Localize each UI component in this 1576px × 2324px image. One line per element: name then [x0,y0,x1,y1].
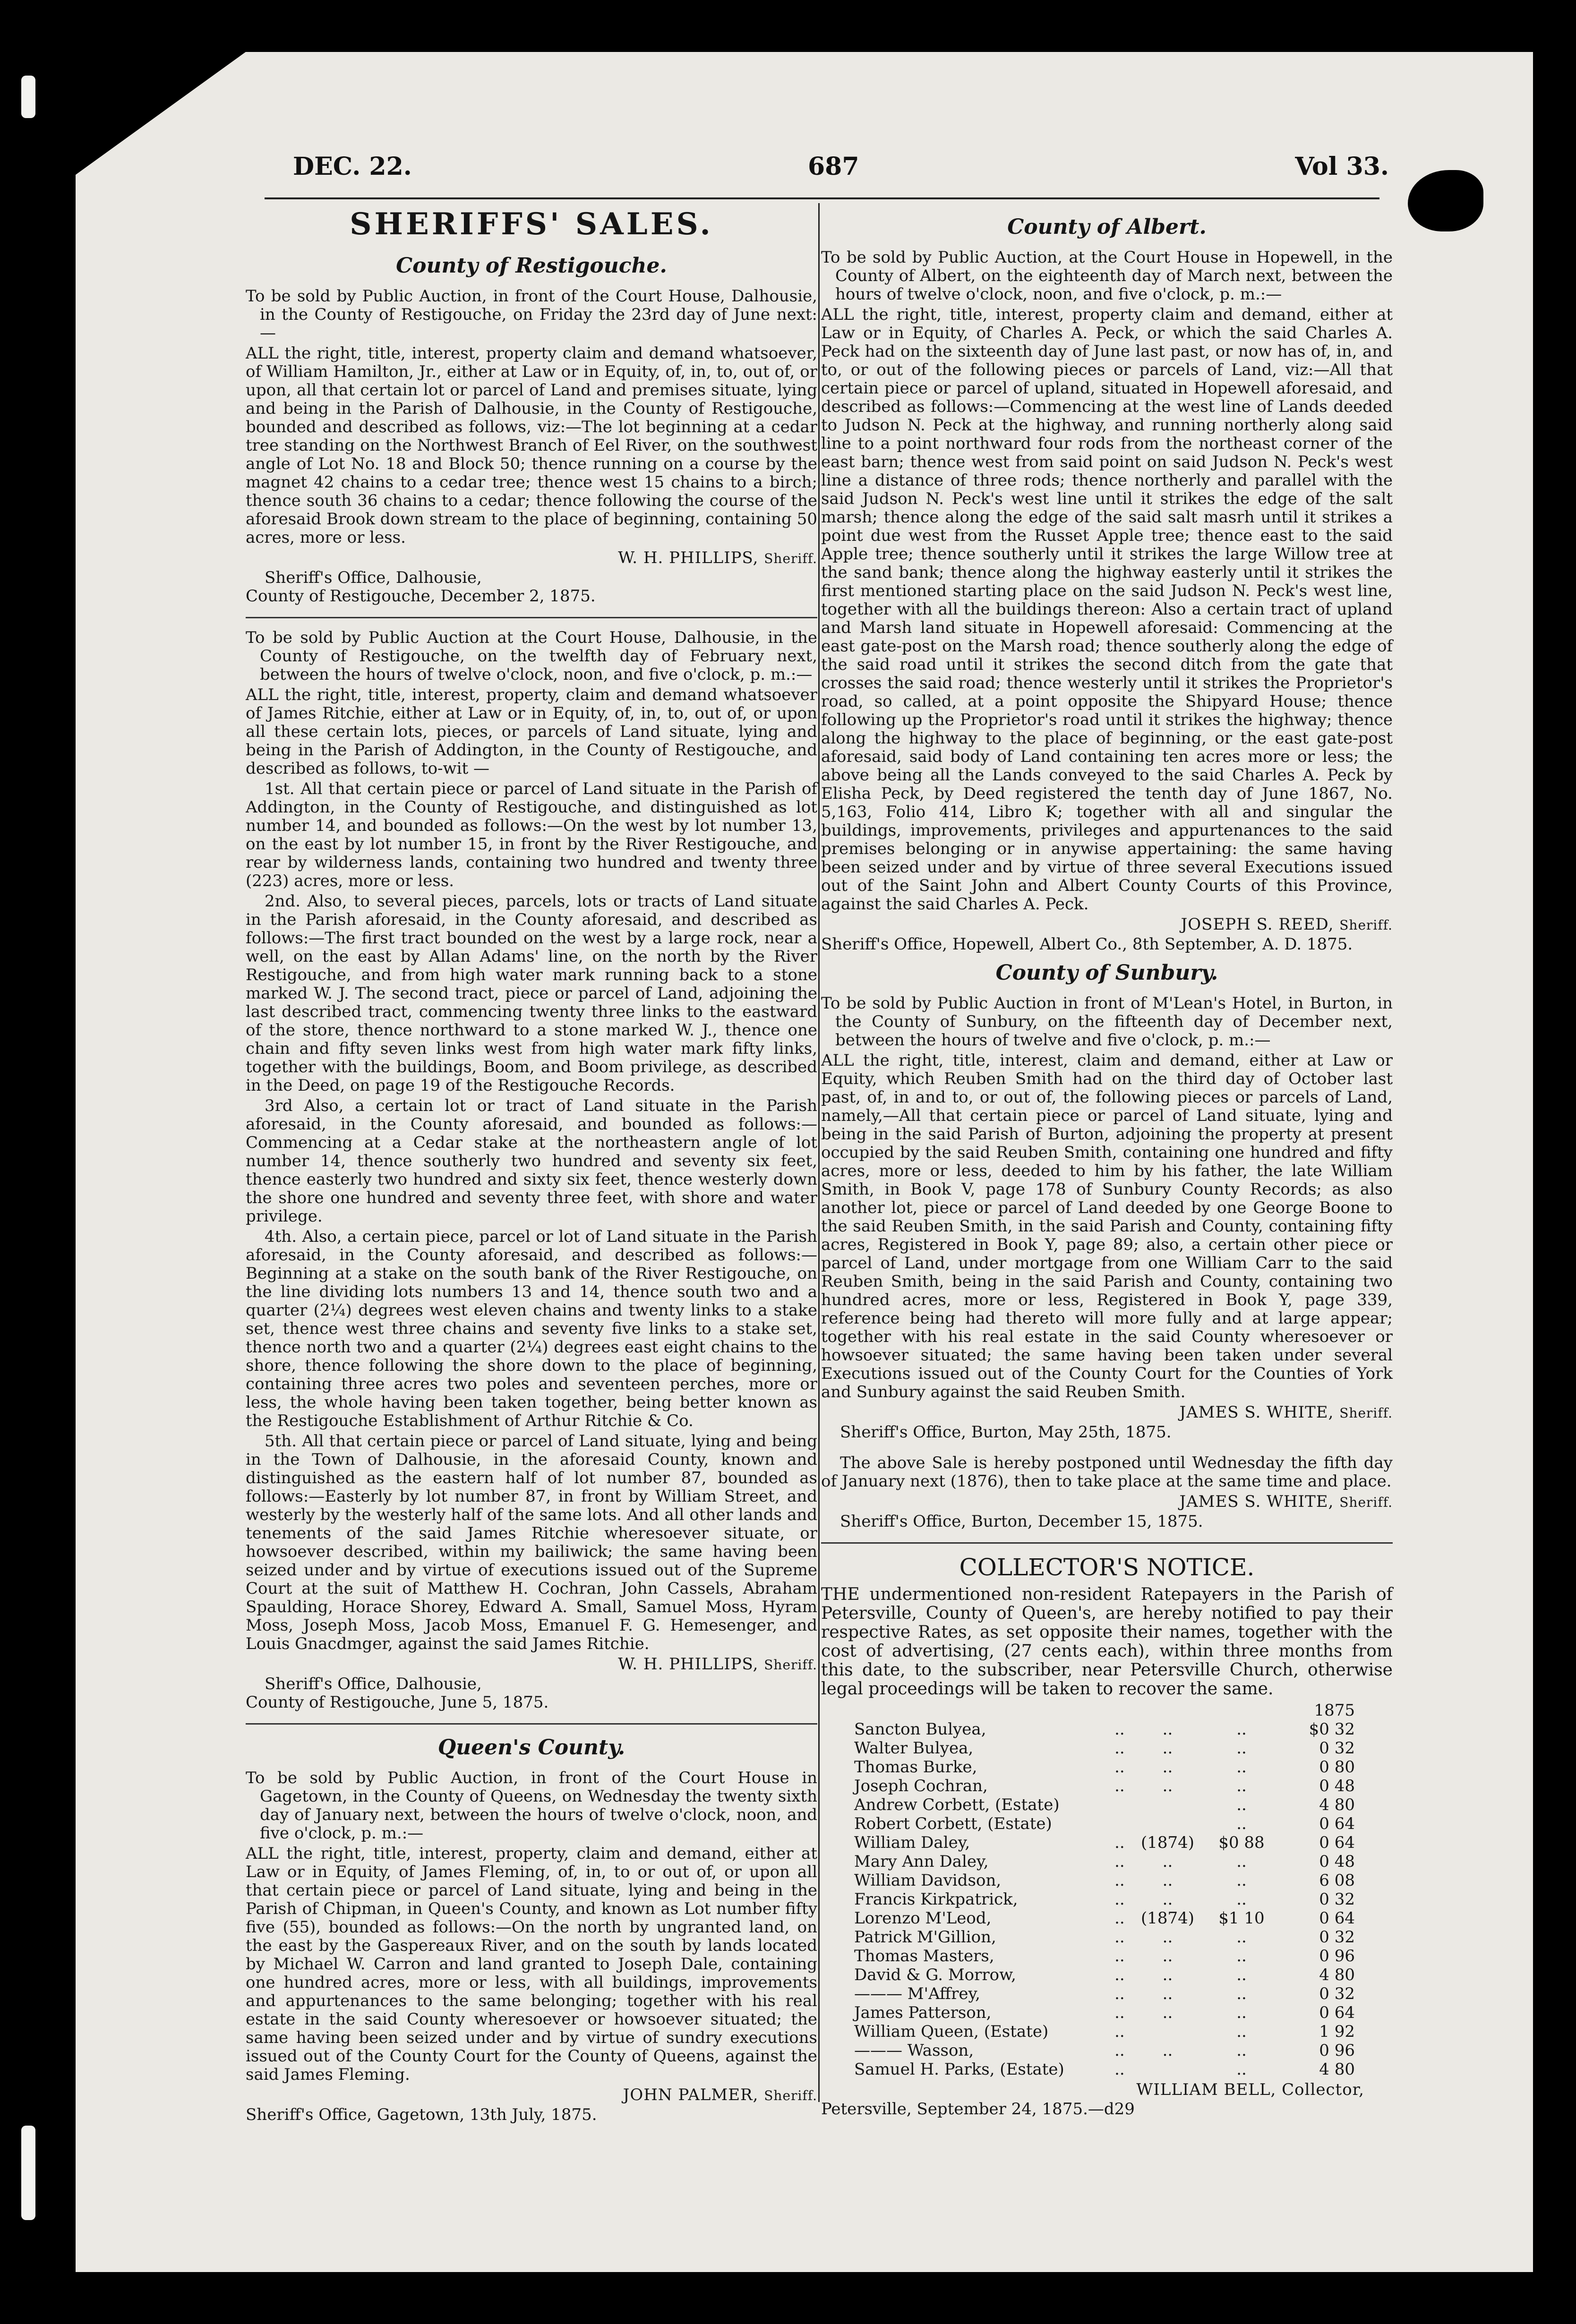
ratepayer-name: William Davidson, [854,1871,1002,1890]
ratepayer-arrears: $1 10 [1218,1909,1265,1928]
ratepayer-dots: .. [1114,1947,1125,1965]
ratepayer-prior-year: .. [1162,1777,1173,1795]
sale2-p1: 1st. All that certain piece or parcel of Land situate in the Parish of Addington, in the County of Restigouche, and distinguished as lot number 14, and bounded as follows:—On the west by lot number 13, on the east by lot number 15, in front by the River Restigouche, and rear by wilderness lands, containing two hundred and twenty three (223) acres, more or less. [246,779,817,890]
ratepayer-name: Joseph Cochran, [854,1777,988,1795]
ratepayer-arrears: .. [1236,1852,1247,1871]
ratepayer-row [854,1984,1355,2003]
ratepayer-row [854,1833,1355,1852]
ratepayer-arrears: $0 88 [1218,1833,1265,1852]
sale1-date: County of Restigouche, December 2, 1875. [246,587,596,606]
ratepayer-arrears: .. [1236,2022,1247,2041]
ratepayer-row [854,1909,1355,1928]
ratepayer-row [854,1720,1355,1739]
ratepayer-name: Thomas Masters, [854,1947,994,1965]
ratepayer-arrears: .. [1236,1890,1247,1909]
sale5-office: Sheriff's Office, Burton, May 25th, 1875. [840,1423,1172,1442]
sale3-body: ALL the right, title, interest, property, claim and demand, either at Law or in Equity, of James Fleming, of, in, to or out of, or upon all that certain piece or parcel of Land situate, lying and being in the Parish of Chipman, in Queen's County, and known as Lot number fifty five (55), bounded as follows:—On the north by ungranted land, on the east by the Gaspereaux River, and on the south by lands located by Michael W. Carron and land granted to Joseph Dale, containing one hundred acres, more or less, with all buildings, improvements and appurtenances to the same belonging; together with his real estate in the said County wheresoever or howsoever situated; the same having been seized under and by virtue of sundry executions issued out of the County Court for the County of Queens, against the said James Fleming. [246,1844,817,2084]
sale5-body: ALL the right, title, interest, claim and demand, either at Law or Equity, which Reuben Smith had on the third day of October last past, of, in and to, or out of, the following pieces or parcels of Land, namely,—All that certain piece or parcel of Land situate, lying and being in the said Parish of Burton, adjoining the property at present occupied by the said Reuben Smith, containing one hundred and fifty acres, more or less, deeded to him by his father, the late William Smith, in Book V, page 178 of Sunbury County Records; as also another lot, piece or parcel of Land deeded by one George Boone to the said Reuben Smith, in the said Parish and County, containing fifty acres, Registered in Book Y, page 89; also, a certain other piece or parcel of Land, under mortgage from one William Carr to the said Reuben Smith, being in the said Parish and County, containing two hundred acres, more or less, Registered in Book Y, page 339, reference being had thereto will more fully and at large appear; together with his real estate in the said County wheresoever or howsoever situated; the same having been taken under several Executions issued out of the County Court for the Counties of York and Sunbury against the said Reuben Smith. [821,1051,1393,1401]
ratepayer-dots: .. [1114,1852,1125,1871]
ratepayer-prior-year [1141,2060,1194,2079]
ratepayer-prior-year: (1874) [1140,1909,1194,1928]
header-rule [265,197,1379,199]
ratepayer-prior-year: .. [1162,1928,1173,1947]
collector-date: Petersville, September 24, 1875.—d29 [821,2100,1135,2119]
ratepayer-name: Samuel H. Parks, (Estate) [854,2060,1064,2079]
ratepayer-prior-year: .. [1162,1984,1173,2003]
ratepayer-row [854,1758,1355,1777]
ratepayer-arrears: .. [1236,1947,1247,1965]
issue-date: DEC. 22. [293,152,412,181]
ratepayer-arrears: .. [1236,1777,1247,1795]
ratepayer-rate: 0 48 [1319,1852,1355,1871]
ratepayer-dots: .. [1114,2060,1125,2079]
sale2-p4: 4th. Also, a certain piece, parcel or lot of Land situate in the Parish aforesaid, in the County aforesaid, and described as follows:—Beginning at a stake on the south bank of the River Restigouche, on the line dividing lots numbers 13 and 14, thence south two and a quarter (2¼) degrees west eleven chains and twenty links to a stake set, thence west three chains and seventy five links to a stake set, thence north two and a quarter (2¼) degrees east eight chains to the shore, thence following the shore down to the place of beginning, containing three acres two poles and seventeen perches, more or less, the whole having been taken together, being better known as the Restigouche Establishment of Arthur Ritchie & Co. [246,1227,817,1430]
sale2-body: ALL the right, title, interest, property, claim and demand whatsoever of James Ritchie, either at Law or in Equity, of, in, to, out of, or upon all these certain lots, pieces, or parcels of Land situate, lying and being in the Parish of Addington, in the County of Restigouche, and described as follows, to-wit — [246,685,817,778]
separator [821,1542,1393,1544]
ratepayer-prior-year: .. [1162,1720,1173,1739]
sale4-lead: To be sold by Public Auction, at the Court House in Hopewell, in the County of Albert, on the eighteenth day of March next, between the hours of twelve o'clock, noon, and five o'clock, p. m.:— [821,248,1393,304]
ratepayer-row [854,1965,1355,1984]
ratepayer-row [854,2022,1355,2041]
ratepayer-prior-year [1141,1814,1194,1833]
separator [246,1723,817,1725]
sale2-office: Sheriff's Office, Dalhousie, [265,1675,482,1693]
ratepayer-rate: $0 32 [1309,1720,1355,1739]
ratepayer-rate: 0 32 [1319,1890,1355,1909]
sale4-signature: JOSEPH S. REED, Sheriff. [1181,915,1393,934]
ratepayer-name: Lorenzo M'Leod, [854,1909,992,1928]
ratepayer-rows [854,1720,1355,2079]
sale5-postponement: The above Sale is hereby postponed until Wednesday the fifth day of January next (1876), then to take place at the same time and place. [821,1453,1393,1491]
ratepayer-dots: .. [1114,1984,1125,2003]
ratepayer-rate: 0 64 [1319,2003,1355,2022]
queens-heading: Queen's County. [437,1735,625,1760]
collector-signature: WILLIAM BELL, Collector, [1136,2080,1364,2099]
ratepayer-prior-year: .. [1162,1965,1173,1984]
ratepayer-rate: 0 64 [1319,1909,1355,1928]
ratepayer-table [854,1720,1355,2079]
collector-heading: COLLECTOR'S NOTICE. [959,1554,1255,1581]
ratepayer-row [854,1871,1355,1890]
ratepayer-name: ——— M'Affrey, [854,1984,980,2003]
sale1-office: Sheriff's Office, Dalhousie, [265,568,482,587]
ratepayer-rate: 0 32 [1319,1984,1355,2003]
ratepayer-row [854,1947,1355,1965]
ratepayer-rate: 4 80 [1319,1965,1355,1984]
ratepayer-prior-year: .. [1162,1871,1173,1890]
sale3-lead: To be sold by Public Auction, in front of the Court House in Gagetown, in the County of Queens, on Wednesday the twenty sixth day of January next, between the hours of twelve o'clock, noon, and five o'clock, p. m.:— [246,1769,817,1843]
ratepayer-rate: 0 96 [1319,1947,1355,1965]
ratepayer-dots: .. [1114,1871,1125,1890]
ratepayer-dots: .. [1114,2041,1125,2060]
ratepayer-row [854,2041,1355,2060]
ratepayer-prior-year: (1874) [1140,1833,1194,1852]
sale5-signature: JAMES S. WHITE, Sheriff. [1179,1403,1393,1422]
ratepayer-prior-year: .. [1162,1852,1173,1871]
ratepayer-row [854,1814,1355,1833]
volume-number: Vol 33. [1295,152,1389,181]
ratepayer-prior-year: .. [1162,1947,1173,1965]
ratepayer-dots: .. [1114,2003,1125,2022]
ratepayer-name: Mary Ann Daley, [854,1852,989,1871]
sale5-office2: Sheriff's Office, Burton, December 15, 1875. [840,1512,1203,1531]
ratepayer-dots: .. [1114,1758,1125,1777]
ratepayer-dots: .. [1114,1965,1125,1984]
ratepayer-dots: .. [1114,1777,1125,1795]
page-header [265,152,1389,185]
ratepayer-rate: 0 80 [1319,1758,1355,1777]
right-column [821,208,1393,2119]
ratepayer-dots: .. [1114,1909,1125,1928]
sunbury-heading: County of Sunbury. [995,961,1218,985]
sale5-lead: To be sold by Public Auction in front of M'Lean's Hotel, in Burton, in the County of Sunbury, on the fifteenth day of December next, between the hours of twelve and five o'clock, p. m.:— [821,994,1393,1050]
rate-year: 1875 [1314,1701,1355,1720]
sale1-lead: To be sold by Public Auction, in front of the Court House, Dalhousie, in the County of Restigouche, on Friday the 23rd day of June next:— [246,287,817,342]
ratepayer-dots: .. [1114,1833,1125,1852]
ratepayer-name: ——— Wasson, [854,2041,974,2060]
ratepayer-row [854,1777,1355,1795]
ratepayer-arrears: .. [1236,1739,1247,1758]
ratepayer-name: Robert Corbett, (Estate) [854,1814,1052,1833]
collector-intro: THE undermentioned non-resident Ratepayers in the Parish of Petersville, County of Queen's, are hereby notified to pay their respective Rates, as set opposite their names, together with the cost of advertising, (27 cents each), within three months from this date, to the subscriber, near Petersville Church, otherwise legal proceedings will be taken to recover the same. [821,1585,1393,1699]
sale2-p5: 5th. All that certain piece or parcel of Land situate, lying and being in the Town of Dalhousie, in the aforesaid County, known and distinguished as the eastern half of lot number 87, bounded as follows:—Easterly by lot number 87, in front by William Street, and westerly by the westerly half of the same lots. And all other lands and tenements of the said James Ritchie wheresoever situate, or howsoever described, within my bailiwick; the same having been seized under and by virtue of executions issued out of the Supreme Court at the suit of Matthew H. Cochran, John Cassels, Abraham Spaulding, Horace Shorey, Edward A. Small, Samuel Moss, Hyram Moss, Joseph Moss, Jacob Moss, Emanuel F. G. Hemesenger, and Louis Gnacdmger, against the said James Ritchie. [246,1432,817,1653]
ratepayer-arrears: .. [1236,1984,1247,2003]
ratepayer-name: David & G. Morrow, [854,1965,1016,1984]
ratepayer-dots: .. [1114,2022,1125,2041]
ratepayer-arrears: .. [1236,1720,1247,1739]
ratepayer-arrears: .. [1236,1965,1247,1984]
ratepayer-name: Francis Kirkpatrick, [854,1890,1018,1909]
ratepayer-row [854,1928,1355,1947]
ratepayer-name: James Patterson, [854,2003,992,2022]
ratepayer-arrears: .. [1236,1871,1247,1890]
ratepayer-rate: 1 92 [1319,2022,1355,2041]
ratepayer-dots [1098,1814,1141,1833]
ratepayer-rate: 0 64 [1319,1833,1355,1852]
ratepayer-arrears: .. [1236,1758,1247,1777]
albert-heading: County of Albert. [1007,215,1207,239]
sale2-p3: 3rd Also, a certain lot or tract of Land situate in the Parish aforesaid, in the County aforesaid, and bounded as follows:—Commencing at a Cedar stake at the northeastern angle of lot number 14, thence southerly two hundred and seventy six feet, thence easterly two hundred and sixty six feet, thence westerly down the shore one hundred and seventy three feet, with shore and water privilege. [246,1096,817,1226]
ratepayer-arrears: .. [1236,1928,1247,1947]
ratepayer-prior-year: .. [1162,2041,1173,2060]
ratepayer-name: Andrew Corbett, (Estate) [854,1795,1060,1814]
ratepayer-rate: 6 08 [1319,1871,1355,1890]
ratepayer-prior-year: .. [1162,1739,1173,1758]
sale3-signature: JOHN PALMER, Sheriff. [623,2085,817,2104]
sale2-p2: 2nd. Also, to several pieces, parcels, lots or tracts of Land situate in the Parish aforesaid, in the County aforesaid, and described as follows:—The first tract bounded on the west by a large rock, near a well, on the east by Allan Adams' line, on the north by the River Restigouche, and from high water mark running back to a stone marked W. J. The second tract, piece or parcel of Land, adjoining the last described tract, commencing twenty three links to the eastward of the store, thence northward to a stone marked W. J., thence one chain and fifty seven links west from high water mark fifty links, together with the buildings, Boom, and Boom privilege, as described in the Deed, on page 19 of the Restigouche Records. [246,892,817,1095]
page-title: SHERIFFS' SALES. [350,206,713,242]
ratepayer-name: Walter Bulyea, [854,1739,974,1758]
ratepayer-rate: 4 80 [1319,1795,1355,1814]
ratepayer-name: William Daley, [854,1833,970,1852]
ratepayer-row [854,1739,1355,1758]
ratepayer-arrears: .. [1236,2060,1247,2079]
ratepayer-dots: .. [1114,1928,1125,1947]
ratepayer-row [854,1890,1355,1909]
ratepayer-prior-year [1141,2022,1194,2041]
ratepayer-prior-year: .. [1162,1890,1173,1909]
ratepayer-name: Sancton Bulyea, [854,1720,986,1739]
ratepayer-prior-year [1141,1795,1194,1814]
ratepayer-name: William Queen, (Estate) [854,2022,1049,2041]
sale4-body: ALL the right, title, interest, property claim and demand, either at Law or in Equity, of Charles A. Peck, or which the said Charles A. Peck had on the sixteenth day of June last past, or now has of, in, and to, or out of the following pieces or parcels of Land, viz:—All that certain piece or parcel of upland, situated in Hopewell aforesaid, and described as follows:—Commencing at the west line of Lands deeded to Judson N. Peck at the highway, and running northerly along said line to a point northward four rods from the northeast corner of the east barn; thence west from said point on said Judson N. Peck's west line a distance of three rods; thence northerly and parallel with the said Judson N. Peck's west line until it strikes the edge of the salt marsh; thence along the edge of the said salt masrh until it strikes a point due west from the Russet Apple tree; thence east to the said Apple tree; thence southerly until it strikes the large Willow tree at the sand bank; thence along the highway easterly until it strikes the first mentioned starting place on the said Judson N. Peck's west line, together with all the buildings thereon: Also a certain tract of upland and Marsh land situate in Hopewell aforesaid: Commencing at the east gate-post on the Marsh road; thence southerly along the edge of the said road until it strikes the second ditch from the gate that crosses the said road; thence westerly until it strikes the Proprietor's road, so called, at a point opposite the Shipyard House; thence following up the Proprietor's road until it strikes the highway; thence along the highway to the place of beginning, or the east gate-post aforesaid, said body of Land containing ten acres more or less; the above being all the Lands conveyed to the said Charles A. Peck by Elisha Peck, by Deed registered the tenth day of June 1867, No. 5,163, Folio 414, Libro K; together with all and singular the buildings, improvements, privileges and appurtenances to the said premises belonging or in anywise appertaining: the same having been seized under and by virtue of three several Executions issued out of the Saint John and Albert County Courts of this Province, against the said Charles A. Peck. [821,305,1393,914]
edge-mark-bottom [21,2126,35,2220]
ratepayer-rate: 0 48 [1319,1777,1355,1795]
sale2-lead: To be sold by Public Auction at the Court House, Dalhousie, in the County of Restigouche, on the twelfth day of February next, between the hours of twelve o'clock, noon, and five o'clock, p. m.:— [246,628,817,684]
sale3-office: Sheriff's Office, Gagetown, 13th July, 1875. [246,2105,597,2124]
separator [246,617,817,618]
ratepayer-rate: 0 64 [1319,1814,1355,1833]
ratepayer-rate: 0 96 [1319,2041,1355,2060]
ratepayer-prior-year: .. [1162,2003,1173,2022]
ratepayer-name: Patrick M'Gillion, [854,1928,996,1947]
ratepayer-row [854,2003,1355,2022]
ratepayer-arrears: .. [1236,1814,1247,1833]
sale2-signature: W. H. PHILLIPS, Sheriff. [618,1655,817,1674]
sale1-body: ALL the right, title, interest, property claim and demand whatsoever, of William Hamilton, Jr., either at Law or in Equity, of, in, to, out of, or upon, all that certain lot or parcel of Land and premises situate, lying and being in the Parish of Dalhousie, in the County of Restigouche, bounded and described as follows, viz:—The lot beginning at a cedar tree standing on the Northwest Branch of Eel River, on the southwest angle of Lot No. 18 and Block 50; thence running on a course by the magnet 42 chains to a cedar tree; thence west 15 chains to a birch; thence south 36 chains to a cedar; thence following the course of the aforesaid Brook down stream to the place of beginning, containing 50 acres, more or less. [246,344,817,547]
sale2-date: County of Restigouche, June 5, 1875. [246,1693,549,1712]
ratepayer-rate: 0 32 [1319,1739,1355,1758]
ratepayer-dots [1098,1795,1141,1814]
ratepayer-rate: 4 80 [1319,2060,1355,2079]
sale4-office: Sheriff's Office, Hopewell, Albert Co., 8th September, A. D. 1875. [821,935,1353,954]
ratepayer-row [854,1852,1355,1871]
ratepayer-dots: .. [1114,1739,1125,1758]
ratepayer-dots: .. [1114,1720,1125,1739]
ratepayer-rate: 0 32 [1319,1928,1355,1947]
page-number: 687 [808,152,859,181]
ratepayer-arrears: .. [1236,2041,1247,2060]
edge-mark-top [21,76,35,118]
ratepayer-arrears: .. [1236,2003,1247,2022]
left-column [246,208,817,2124]
ratepayer-row [854,1795,1355,1814]
ratepayer-prior-year: .. [1162,1758,1173,1777]
ratepayer-dots: .. [1114,1890,1125,1909]
ratepayer-name: Thomas Burke, [854,1758,977,1777]
sale1-signature: W. H. PHILLIPS, Sheriff. [618,548,817,567]
ratepayer-row [854,2060,1355,2079]
ratepayer-arrears: .. [1236,1795,1247,1814]
sale5-signature2: JAMES S. WHITE, Sheriff. [1179,1492,1393,1511]
column-divider [818,203,820,2102]
restigouche-heading: County of Restigouche. [396,254,667,278]
